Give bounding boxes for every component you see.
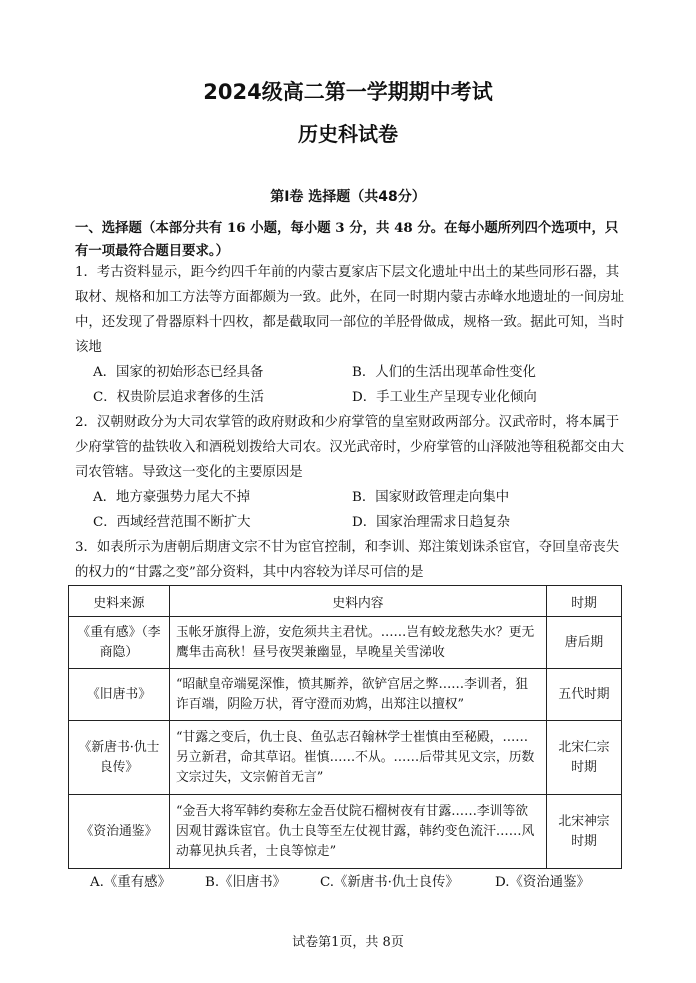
section-title: 第Ⅰ卷 选择题（共48分） — [270, 189, 426, 205]
question-3-option-b: B.《旧唐书》 — [205, 875, 287, 890]
question-2-option-d: D．国家治理需求日趋复杂 — [352, 515, 511, 530]
question-1-option-b: B．人们的生活出现革命性变化 — [352, 365, 536, 380]
question-2-option-a: A．地方豪强势力尾大不掉 — [93, 490, 250, 505]
table-cell-content: 玉帐牙旗得上游，安危须共主君忧。……岂有蛟龙愁失水？更无鹰隼击高秋！昼号夜哭兼幽显，早晚星关雪涕收 — [170, 617, 547, 669]
question-3-option-a: A.《重有感》 — [90, 875, 171, 890]
page-footer: 试卷第1页，共 8页 — [292, 935, 404, 950]
question-2-stem: 2．汉朝财政分为大司农掌管的政府财政和少府掌管的皇室财政两部分。汉武帝时，将本属于少府掌管的盐铁收入和酒税划拨给大司农。汉光武帝时，少府掌管的山泽陂池等租税都交由大司农管辖。导致这一变化的主要原因是 — [75, 415, 625, 480]
table-header: 史料来源 — [69, 586, 170, 617]
instructions-text: （本部分共有 16 小题，每小题 3 分，共 48 分。在每小题所列四个选项中，只有一项最符合题目要求。） — [75, 220, 619, 259]
table-row — [69, 795, 622, 869]
table-cell-source: 《新唐书·仇士良传》 — [69, 721, 170, 795]
exam-subject: 历史科试卷 — [298, 122, 398, 146]
table-cell-source: 《旧唐书》 — [69, 669, 170, 721]
table-header: 时期 — [547, 586, 622, 617]
question-2-option-c: C．西域经营范围不断扩大 — [93, 515, 251, 530]
exam-title: 2024级高二第一学期期中考试 — [203, 80, 493, 104]
instructions-lead: 一、选择题 — [75, 221, 142, 236]
table-header-row — [69, 586, 622, 617]
question-1-option-a: A．国家的初始形态已经具备 — [93, 365, 264, 380]
question-1-option-c: C．权贵阶层追求奢侈的生活 — [93, 390, 264, 405]
instructions — [75, 217, 631, 262]
table-cell-content: “甘露之变后，仇士良、鱼弘志召翰林学士崔慎由至秘殿，……另立新君，命其草诏。崔慎……不从。……后带其见文宗，历数文宗过失，文宗俯首无言” — [170, 721, 547, 795]
question-1-option-d: D．手工业生产呈现专业化倾向 — [352, 390, 537, 405]
question-3-option-c: C.《新唐书·仇士良传》 — [320, 875, 459, 890]
question-3-option-d: D.《资治通鉴》 — [495, 875, 590, 890]
question-1-stem: 1．考古资料显示，距今约四千年前的内蒙古夏家店下层文化遗址中出土的某些同形石器，其取材、规格和加工方法等方面都颇为一致。此外，在同一时期内蒙古赤峰水地遗址的一间房址中，还发现了骨器原料十四枚，都是截取同一部位的羊胫骨做成，规格一致。据此可知，当时该地 — [75, 265, 625, 355]
table-cell-source: 《重有感》（李商隐） — [69, 617, 170, 669]
table-row — [69, 617, 622, 669]
question-3-stem: 3．如表所示为唐朝后期唐文宗不甘为宦官控制，和李训、郑注策划诛杀宦官，夺回皇帝丧失的权力的“甘露之变”部分资料，其中内容较为详尽可信的是 — [75, 540, 620, 580]
table-row — [69, 721, 622, 795]
table-cell-source: 《资治通鉴》 — [69, 795, 170, 869]
table-row — [69, 669, 622, 721]
table-header: 史料内容 — [170, 586, 547, 617]
table-cell-period: 唐后期 — [547, 617, 622, 669]
question-2-option-b: B．国家财政管理走向集中 — [352, 490, 510, 505]
source-table — [68, 585, 622, 869]
table-cell-content: “昭献皇帝端冕深惟，愤其厮养，欲铲宫居之弊……李训者，狙诈百端，阴险万状，胥守澄而劝鸩，出郑注以擅权” — [170, 669, 547, 721]
table-cell-content: “金吾大将军韩约奏称左金吾仗院石榴树夜有甘露……李训等欲因观甘露诛宦官。仇士良等至左仗视甘露，韩约变色流汗……风动幕见执兵者，士良等惊走” — [170, 795, 547, 869]
table-cell-period: 北宋神宗时期 — [547, 795, 622, 869]
table-cell-period: 北宋仁宗时期 — [547, 721, 622, 795]
table-cell-period: 五代时期 — [547, 669, 622, 721]
